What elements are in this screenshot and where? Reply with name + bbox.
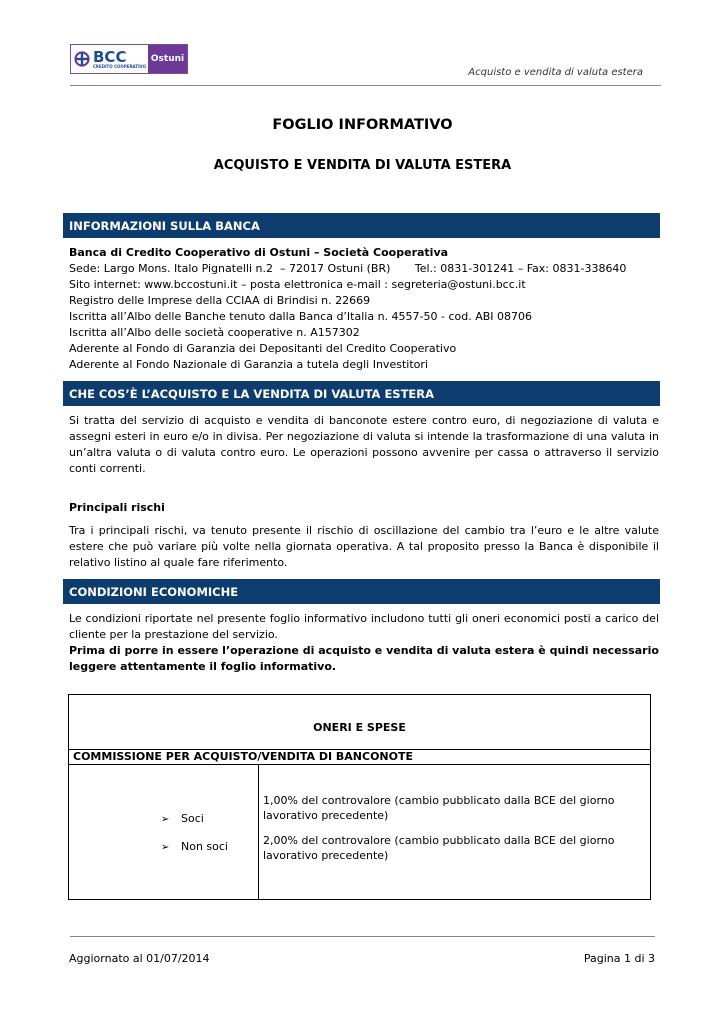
list-item [161, 840, 228, 853]
risks-title: Principali rischi [69, 501, 165, 514]
bank-address: Sede: Largo Mons. Italo Pignatelli n.2 – 72017 Ostuni (BR) Tel.: 0831-301241 – Fax: 0831-338640 [69, 262, 627, 275]
arrow-bullet-icon: ➢ [161, 842, 170, 853]
service-description: Si tratta del servizio di acquisto e vendita di banconote estere contro euro, di negoziazione di valuta e assegni esteri in euro e/o in divisa. Per negoziazione di valuta si intende la trasformazione di una valuta in un’altra valuta o di valuta contro euro. Le operazioni possono avvenire per cassa o attraverso il servizio conti correnti. [69, 414, 659, 475]
table-label-cell [69, 765, 259, 899]
header-doc-title: Acquisto e vendita di valuta estera [468, 67, 643, 78]
bank-albo: Iscritta all’Albo delle Banche tenuto dalla Banca d’Italia n. 4557-50 - cod. ABI 08706 [69, 310, 533, 323]
conditions-paragraph: Le condizioni riportate nel presente foglio informativo includono tutti gli oneri economici posti a carico del cliente per la prestazione del servizio. [69, 612, 659, 641]
conditions-warning: Prima di porre in essere l’operazione di acquisto e vendita di valuta estera è quindi necessario leggere attentamente il foglio informativo. [69, 644, 659, 673]
logo-bcc-text: BCC [93, 47, 127, 66]
bank-fondo-depositanti: Aderente al Fondo di Garanzia dei Depositanti del Credito Cooperativo [69, 342, 457, 355]
fees-table [68, 694, 651, 900]
footer-updated: Aggiornato al 01/07/2014 [69, 952, 210, 965]
logo-branch: Ostuni [148, 45, 187, 73]
list-item [161, 812, 204, 825]
page-title: FOGLIO INFORMATIVO [272, 117, 453, 133]
bank-fondo-investitori: Aderente al Fondo Nazionale di Garanzia a tutela degli Investitori [69, 358, 428, 371]
table-subheader: COMMISSIONE PER ACQUISTO/VENDITA DI BANCONOTE [69, 750, 650, 765]
page-subtitle: ACQUISTO E VENDITA DI VALUTA ESTERA [213, 158, 512, 173]
bank-info [69, 245, 659, 373]
section-heading-che-cose: CHE COS’È L’ACQUISTO E LA VENDITA DI VALUTA ESTERA [63, 381, 660, 406]
row-label-soci: Soci [181, 812, 204, 825]
risks-paragraph: Tra i principali rischi, va tenuto presente il rischio di oscillazione del cambio tra l’euro e le altre valute estere che può variare più volte nella giornata operativa. A tal proposito presso la Banca è disponibile il relativo listino al quale fare riferimento. [69, 524, 659, 569]
section-heading-condizioni: CONDIZIONI ECONOMICHE [63, 579, 660, 604]
bank-registry: Registro delle Imprese della CCIAA di Brindisi n. 22669 [69, 294, 371, 307]
footer-divider [70, 936, 655, 937]
arrow-bullet-icon: ➢ [161, 814, 170, 825]
bank-website: Sito internet: www.bccostuni.it – posta elettronica e-mail : segreteria@ostuni.bcc.it [69, 278, 526, 291]
bank-name: Banca di Credito Cooperativo di Ostuni – Società Cooperativa [69, 246, 449, 259]
table-header: ONERI E SPESE [313, 721, 406, 734]
bcc-emblem-icon [74, 51, 90, 67]
table-value-cell [259, 765, 649, 899]
row-value-non-soci: 2,00% del controvalore (cambio pubblicato dalla BCE del giorno lavorativo precedente) [263, 834, 615, 862]
bank-coop-albo: Iscritta all’Albo delle società cooperative n. A157302 [69, 326, 360, 339]
bcc-logo [70, 44, 188, 74]
footer-page-number: Pagina 1 di 3 [583, 952, 655, 965]
row-value-soci: 1,00% del controvalore (cambio pubblicato dalla BCE del giorno lavorativo precedente) [263, 794, 615, 822]
section-heading-info-banca: INFORMAZIONI SULLA BANCA [63, 213, 660, 238]
logo-subtitle: CREDITO COOPERATIVO [93, 63, 146, 69]
header-divider [70, 85, 661, 86]
row-label-non-soci: Non soci [181, 840, 228, 853]
